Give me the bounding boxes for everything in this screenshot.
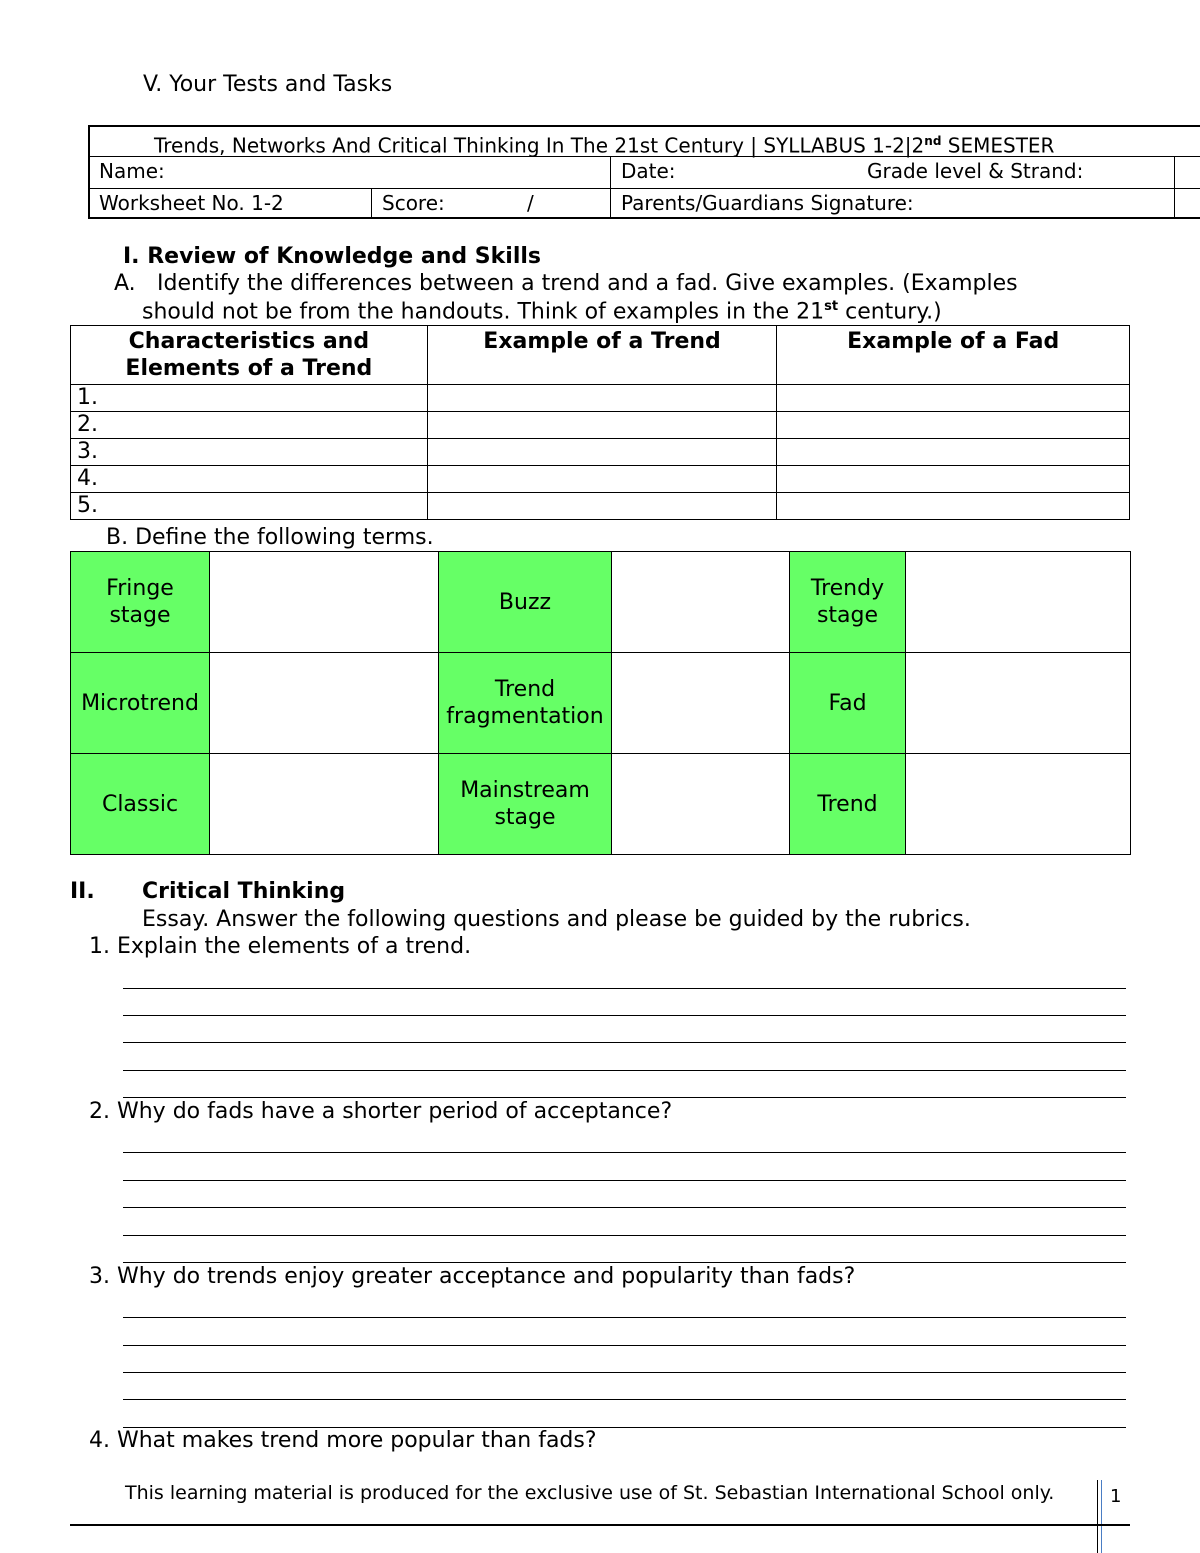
answer-line[interactable] — [123, 1152, 1126, 1153]
answer-cell[interactable] — [427, 412, 777, 439]
footer-note: This learning material is produced for the exclusive use of St. Sebastian International School only. — [125, 1482, 1055, 1504]
table-row — [71, 493, 1130, 520]
course-title-text: Trends, Networks And Critical Thinking In The 21st Century | SYLLABUS 1-2|2 — [154, 133, 925, 158]
answer-cell[interactable] — [777, 385, 1130, 412]
question: 3. Why do trends enjoy greater acceptance and popularity than fads? — [89, 1264, 856, 1289]
worksheet-row — [90, 188, 1200, 219]
term-label: Trendy stage — [790, 552, 906, 653]
signature-label: Parents/Guardians Signature: — [621, 191, 914, 215]
course-title — [145, 127, 1054, 157]
question: 1. Explain the elements of a trend. — [89, 934, 472, 959]
page-number: 1 — [1110, 1486, 1122, 1507]
table-header-row — [71, 326, 1130, 385]
worksheet-label: Worksheet No. 1-2 — [99, 191, 284, 215]
row-number: 4. — [71, 466, 428, 493]
term-label: Fad — [790, 653, 906, 754]
row-number: 3. — [71, 439, 428, 466]
answer-line[interactable] — [123, 1345, 1126, 1346]
answer-line[interactable] — [123, 1070, 1126, 1071]
table-row — [71, 466, 1130, 493]
answer-line[interactable] — [123, 1180, 1126, 1181]
part1-a-text-2-main: should not be from the handouts. Think of examples in the 21 — [142, 299, 825, 325]
answer-line[interactable] — [123, 1207, 1126, 1208]
answer-cell[interactable] — [777, 439, 1130, 466]
answer-cell[interactable] — [777, 466, 1130, 493]
definition-cell[interactable] — [210, 552, 439, 653]
part1-a-text: Identify the differences between a trend and a fad. Give examples. (Examples — [157, 271, 1018, 296]
answer-line[interactable] — [123, 1262, 1126, 1263]
date-label: Date: — [621, 159, 676, 183]
row-number: 5. — [71, 493, 428, 520]
answer-line[interactable] — [123, 1235, 1126, 1236]
table-row — [71, 385, 1130, 412]
term-label: Microtrend — [71, 653, 210, 754]
row-number: 1. — [71, 385, 428, 412]
table-row — [71, 439, 1130, 466]
terms-row — [71, 754, 1131, 855]
name-label: Name: — [99, 159, 165, 183]
answer-cell[interactable] — [427, 466, 777, 493]
name-row — [90, 156, 1200, 189]
section-title: V. Your Tests and Tasks — [143, 72, 393, 97]
part1-a-text-2-sup: st — [824, 299, 839, 314]
question: 2. Why do fads have a shorter period of acceptance? — [89, 1099, 673, 1124]
answer-cell[interactable] — [777, 493, 1130, 520]
terms-row — [71, 552, 1131, 653]
part1-a-text-2 — [142, 299, 942, 324]
course-title-sup: nd — [924, 134, 942, 148]
definition-cell[interactable] — [210, 754, 439, 855]
term-label: Trend fragmentation — [439, 653, 612, 754]
footer-rule — [70, 1524, 1130, 1526]
terms-table — [70, 551, 1131, 855]
grade-label: Grade level & Strand: — [867, 159, 1084, 183]
answer-line[interactable] — [123, 1097, 1126, 1098]
footer-divider — [1097, 1480, 1102, 1553]
answer-cell[interactable] — [427, 493, 777, 520]
course-title-tail: SEMESTER — [941, 133, 1055, 158]
definition-cell[interactable] — [612, 754, 790, 855]
divider — [610, 157, 611, 189]
definition-cell[interactable] — [906, 653, 1131, 754]
row-number: 2. — [71, 412, 428, 439]
definition-cell[interactable] — [612, 653, 790, 754]
part2-numeral: II. — [70, 879, 95, 904]
divider — [1174, 157, 1175, 189]
term-label: Buzz — [439, 552, 612, 653]
definition-cell[interactable] — [906, 552, 1131, 653]
divider — [371, 189, 372, 219]
divider — [1174, 189, 1175, 219]
score-slash: / — [527, 191, 534, 215]
score-label: Score: — [382, 191, 445, 215]
column-header: Example of a Fad — [777, 326, 1130, 385]
question: 4. What makes trend more popular than fads? — [89, 1428, 597, 1453]
table-row — [71, 412, 1130, 439]
part2-instructions: Essay. Answer the following questions and please be guided by the rubrics. — [142, 907, 971, 932]
answer-line[interactable] — [123, 1317, 1126, 1318]
term-label: Mainstream stage — [439, 754, 612, 855]
answer-line[interactable] — [123, 1015, 1126, 1016]
definition-cell[interactable] — [210, 653, 439, 754]
term-label: Classic — [71, 754, 210, 855]
answer-line[interactable] — [123, 1399, 1126, 1400]
part1-a-text-2-tail: century.) — [838, 299, 942, 325]
answer-line[interactable] — [123, 1042, 1126, 1043]
answer-cell[interactable] — [777, 412, 1130, 439]
term-label: Fringe stage — [71, 552, 210, 653]
trend-fad-table — [70, 325, 1130, 520]
divider — [610, 189, 611, 219]
column-header: Characteristics and Elements of a Trend — [71, 326, 428, 385]
worksheet-header-table — [88, 125, 1200, 219]
answer-line[interactable] — [123, 988, 1126, 989]
term-label: Trend — [790, 754, 906, 855]
terms-row — [71, 653, 1131, 754]
definition-cell[interactable] — [612, 552, 790, 653]
definition-cell[interactable] — [906, 754, 1131, 855]
answer-cell[interactable] — [427, 439, 777, 466]
part2-heading: Critical Thinking — [142, 879, 346, 904]
part1-b-text: B. Define the following terms. — [106, 525, 434, 550]
part1-heading: I. Review of Knowledge and Skills — [123, 244, 541, 269]
column-header: Example of a Trend — [427, 326, 777, 385]
answer-line[interactable] — [123, 1372, 1126, 1373]
answer-cell[interactable] — [427, 385, 777, 412]
part1-a-letter: A. — [114, 271, 136, 296]
